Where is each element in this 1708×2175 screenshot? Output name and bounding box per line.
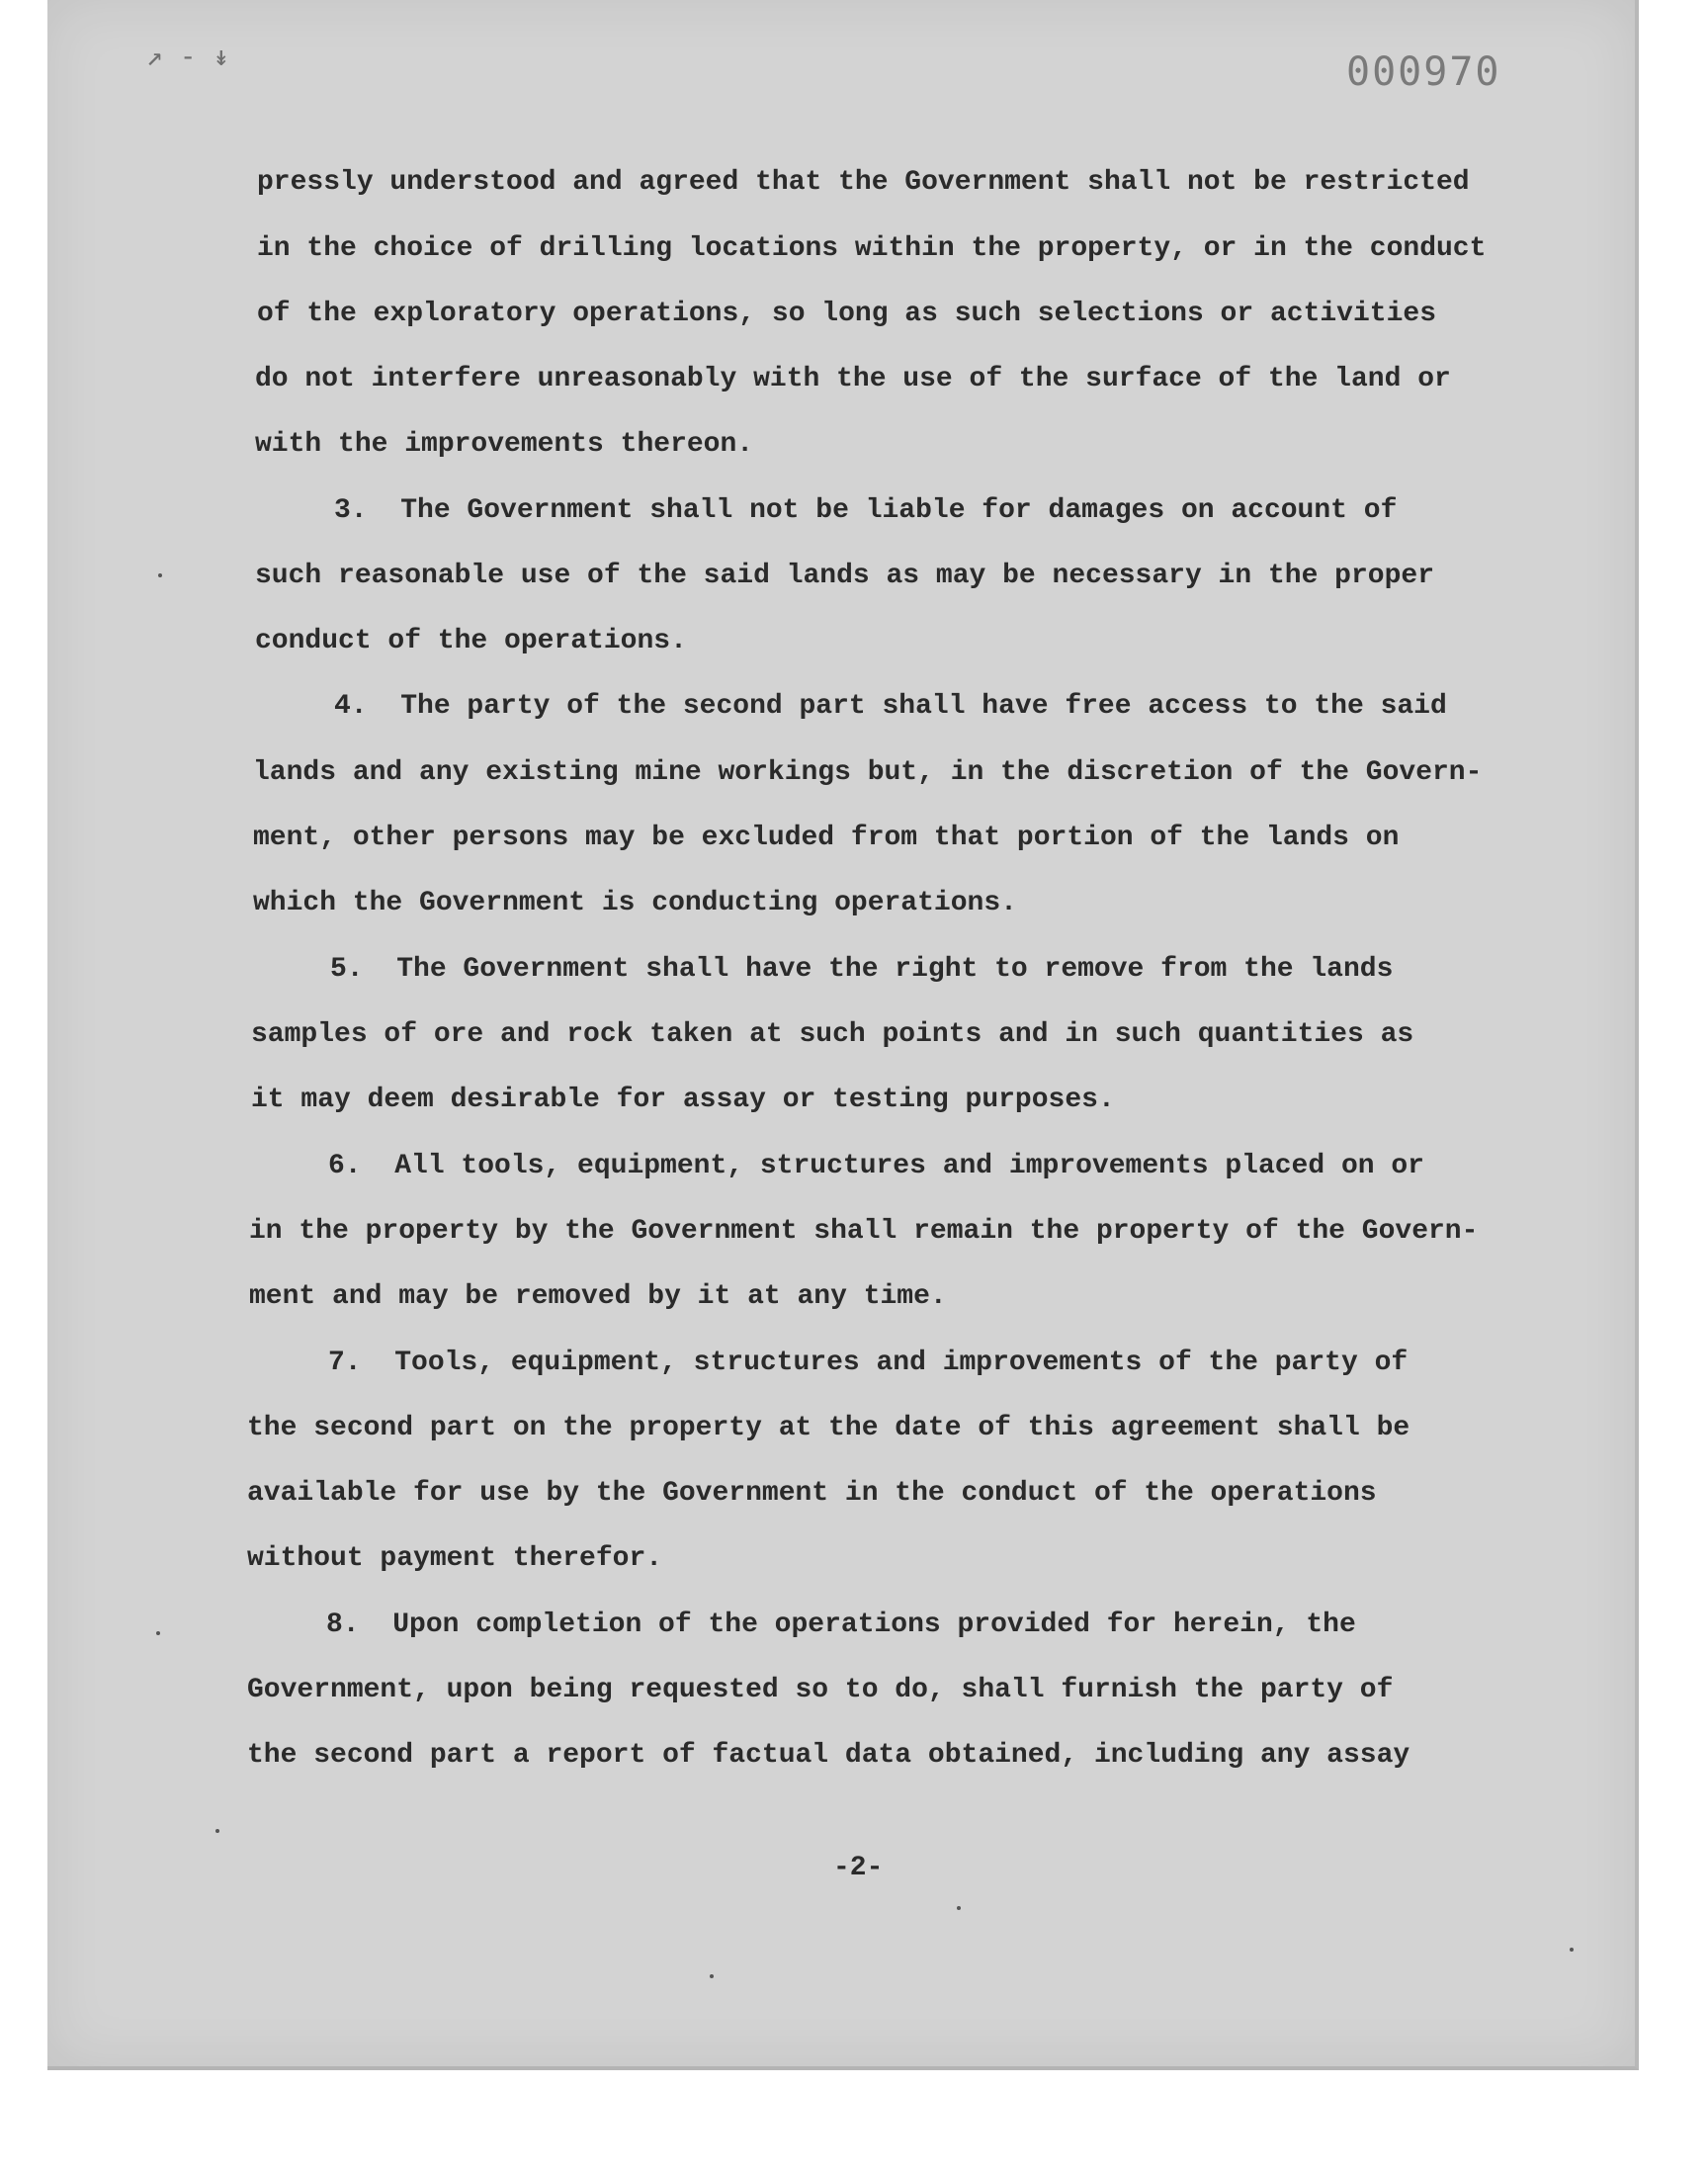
text-line: in the property by the Government shall remain the property of the Govern-	[249, 1216, 1479, 1247]
paper-speck	[156, 1631, 160, 1635]
text-line: it may deem desirable for assay or testing purposes.	[251, 1085, 1115, 1115]
paragraph-7-line: 7. Tools, equipment, structures and improvements of the party of	[328, 1348, 1409, 1378]
text-line: ment and may be removed by it at any time.	[249, 1281, 947, 1312]
document-page	[47, 0, 1639, 2070]
text-line: available for use by the Government in the conduct of the operations	[247, 1478, 1377, 1509]
text-line: of the exploratory operations, so long as such selections or activities	[257, 299, 1436, 329]
paper-speck	[158, 573, 162, 577]
text-line: such reasonable use of the said lands as may be necessary in the proper	[255, 561, 1434, 591]
corner-pencil-mark: ↗ - ↡	[146, 40, 230, 72]
text-line: the second part a report of factual data obtained, including any assay	[247, 1740, 1410, 1771]
text-line: ment, other persons may be excluded from that portion of the lands on	[253, 823, 1400, 853]
document-body	[47, 0, 1635, 2066]
text-line: Government, upon being requested so to do, shall furnish the party of	[247, 1675, 1394, 1705]
text-line: do not interfere unreasonably with the use of the surface of the land or	[255, 364, 1451, 394]
paragraph-4-line: 4. The party of the second part shall have free access to the said	[334, 691, 1447, 722]
text-line: conduct of the operations.	[255, 626, 687, 656]
text-line: pressly understood and agreed that the Government shall not be restricted	[257, 167, 1470, 198]
paragraph-5-line: 5. The Government shall have the right to remove from the lands	[330, 954, 1394, 985]
paper-speck	[215, 1829, 219, 1833]
text-line: lands and any existing mine workings but, in the discretion of the Govern-	[253, 757, 1483, 788]
document-serial-number: 000970	[1346, 49, 1501, 95]
text-line: which the Government is conducting operations.	[253, 888, 1017, 918]
paper-speck	[1570, 1948, 1574, 1952]
text-line: without payment therefor.	[247, 1543, 663, 1574]
paragraph-8-line: 8. Upon completion of the operations provided for herein, the	[326, 1610, 1356, 1640]
text-line: with the improvements thereon.	[255, 429, 754, 460]
paragraph-6-line: 6. All tools, equipment, structures and improvements placed on or	[328, 1151, 1424, 1181]
paragraph-3-line: 3. The Government shall not be liable for damages on account of	[334, 495, 1398, 526]
text-line: in the choice of drilling locations within the property, or in the conduct	[257, 233, 1487, 264]
text-line: samples of ore and rock taken at such points and in such quantities as	[251, 1019, 1414, 1050]
text-line: the second part on the property at the date of this agreement shall be	[247, 1413, 1410, 1443]
page-number: -2-	[833, 1853, 884, 1883]
paper-speck	[957, 1906, 961, 1910]
paper-speck	[710, 1974, 714, 1978]
